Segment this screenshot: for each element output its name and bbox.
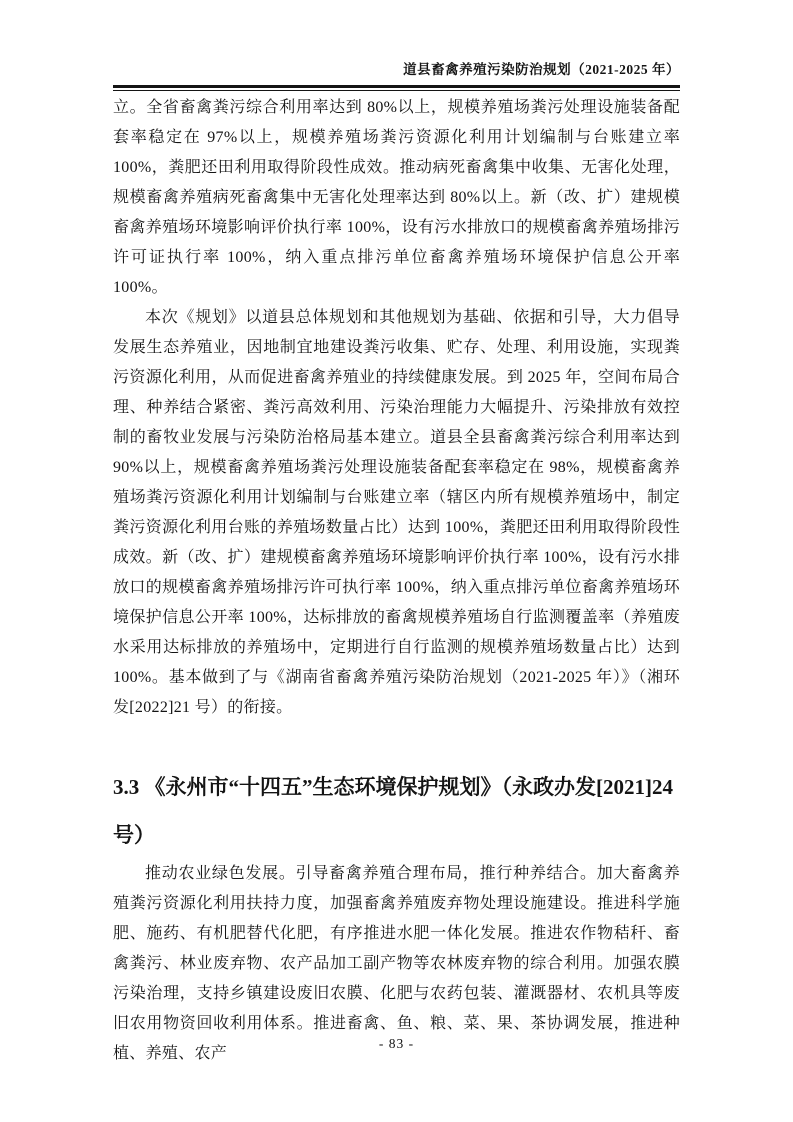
header-double-rule	[113, 85, 680, 91]
paragraph-green-agriculture: 推动农业绿色发展。引导畜禽养殖合理布局，推行种养结合。加大畜禽养殖粪污资源化利用扶持力度，加强畜禽养殖废弃物处理设施建设。推进科学施肥、施药、有机肥替代化肥，有序推进水肥一体化发展。推进农作物秸秆、畜禽粪污、林业废弃物、农产品加工副产物等农林废弃物的综合利用。加强农膜污染治理，支持乡镇建设废旧农膜、化肥与农药包装、灌溉器材、农机具等废旧农用物资回收利用体系。推进畜禽、鱼、粮、菜、果、茶协调发展，推进种植、养殖、农产	[113, 864, 680, 1062]
section-heading-3-3	[113, 763, 680, 859]
paragraph-goals-province: 立。全省畜禽粪污综合利用率达到 80%以上，规模养殖场粪污处理设施装备配套率稳定在 97%以上，规模养殖场粪污资源化利用计划编制与台账建立率 100%，粪肥还田利用取得阶段性成效。推动病死畜禽集中收集、无害化处理，规模畜禽养殖病死畜禽集中无害化处理率达到 80%以上。新（改、扩）建规模畜禽养殖场环境影响评价执行率 100%，设有污水排放口的规模畜禽养殖场排污许可证执行率 100%，纳入重点排污单位畜禽养殖场环境保护信息公开率 100%。	[113, 98, 680, 296]
page-number: - 83 -	[378, 1036, 415, 1051]
section-heading-line-1: 3.3 《永州市“十四五”生态环境保护规划》（永政办发[2021]24	[113, 774, 673, 799]
running-header-title: 道县畜禽养殖污染防治规划（2021-2025 年）	[403, 62, 680, 77]
section-heading-line-2: 号）	[113, 822, 155, 847]
paragraph-plan-targets-2025: 本次《规划》以道县总体规划和其他规划为基础、依据和引导，大力倡导发展生态养殖业，因地制宜地建设粪污收集、贮存、处理、利用设施，实现粪污资源化利用，从而促进畜禽养殖业的持续健康发展。到 2025 年，空间布局合理、种养结合紧密、粪污高效利用、污染治理能力大幅提升、污染排放有效控制的畜牧业发展与污染防治格局基本建立。道县全县畜禽粪污综合利用率达到 90%以上，规模畜禽养殖场粪污处理设施装备配套率稳定在 98%，规模畜禽养殖场粪污资源化利用计划编制与台账建立率（辖区内所有规模养殖场中，制定粪污资源化利用台账的养殖场数量占比）达到 100%，粪肥还田利用取得阶段性成效。新（改、扩）建规模畜禽养殖场环境影响评价执行率 100%，设有污水排放口的规模畜禽养殖场排污许可执行率 100%，纳入重点排污单位畜禽养殖场环境保护信息公开率 100%，达标排放的畜禽规模养殖场自行监测覆盖率（养殖废水采用达标排放的养殖场中，定期进行自行监测的规模养殖场数量占比）达到 100%。基本做到了与《湖南省畜禽养殖污染防治规划（2021-2025 年）》（湘环发[2022]21 号）的衔接。	[113, 308, 680, 716]
page-footer	[0, 1036, 793, 1052]
